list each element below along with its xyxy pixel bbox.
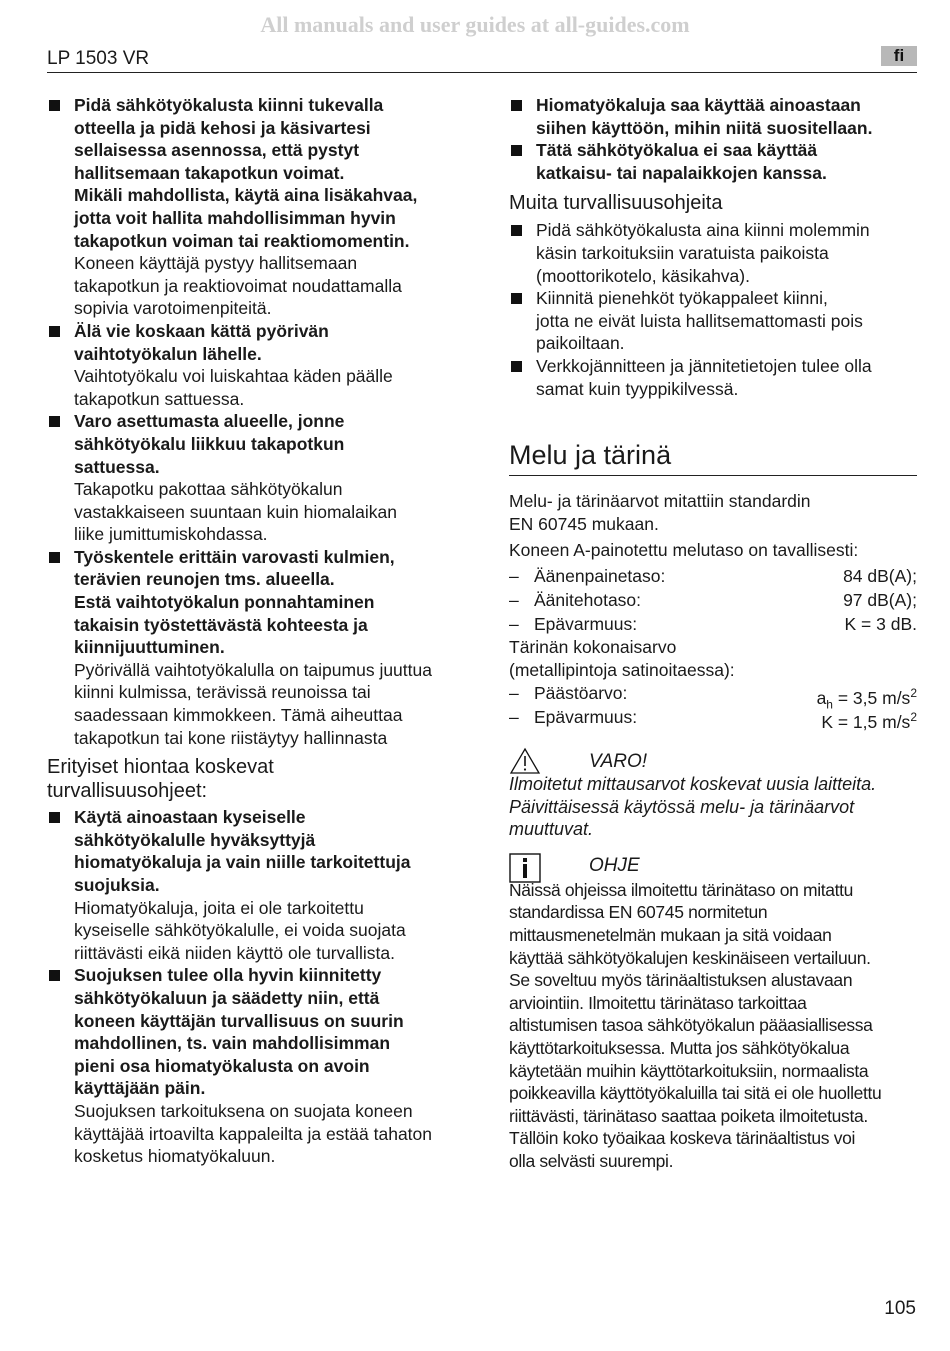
list-item bbox=[509, 355, 917, 400]
noise-value: K = 3 dB. bbox=[844, 613, 917, 634]
bold-line: takaisin työstettävästä kohteesta ja bbox=[74, 614, 368, 635]
other-safety-list bbox=[509, 219, 917, 400]
text-line: käyttäjää irtoavilta kappaleilta ja estää tahaton bbox=[74, 1123, 433, 1144]
text-line: Päivittäisessä käytössä melu- ja tärinäarvot bbox=[509, 796, 855, 817]
bold-line: Mikäli mahdollista, käytä aina lisäkahvaa, bbox=[74, 185, 418, 206]
bold-line: terävien reunojen tms. alueella. bbox=[74, 569, 335, 590]
section-title: Melu ja tärinä bbox=[509, 438, 917, 476]
text-line: Melu- ja tärinäarvot mitattiin standardin bbox=[509, 491, 811, 512]
text-line: liike jumittumiskohdassa. bbox=[74, 524, 268, 545]
page-header bbox=[47, 46, 917, 73]
bold-line: jotta voit hallita mahdollisimman hyvin bbox=[74, 207, 396, 228]
bold-line: Estä vaihtotyökalun ponnahtaminen bbox=[74, 592, 375, 613]
text-line: riittävästi eikä niiden käyttö ole turvallista. bbox=[74, 942, 395, 963]
text-line: Hiomatyökaluja, joita ei ole tarkoitettu bbox=[74, 897, 364, 918]
dash: – bbox=[509, 589, 519, 610]
text-line: turvallisuusohjeet: bbox=[47, 780, 208, 803]
bullet-square-icon bbox=[49, 970, 60, 981]
dash: – bbox=[509, 707, 519, 728]
list-item bbox=[47, 94, 462, 320]
text-line: kyseiselle sähkötyökalulle, ei voida suojata bbox=[74, 920, 406, 941]
bullet-square-icon bbox=[511, 225, 522, 236]
bold-line: käyttäjään päin. bbox=[74, 1078, 206, 1099]
watermark: All manuals and user guides at all-guides.com bbox=[260, 12, 690, 37]
vibration-intro bbox=[509, 636, 917, 681]
text-line: Koneen käyttäjä pystyy hallitsemaan bbox=[74, 253, 358, 274]
text-line: Kiinnitä pienehköt työkappaleet kiinni, bbox=[536, 288, 828, 309]
bold-line: Työskentele erittäin varovasti kulmien, bbox=[74, 546, 395, 567]
bold-line: koneen käyttäjän turvallisuus on suurin bbox=[74, 1010, 404, 1031]
bullet-square-icon bbox=[511, 145, 522, 156]
bold-line: Hiomatyökaluja saa käyttää ainoastaan bbox=[536, 95, 861, 115]
list-item bbox=[47, 546, 462, 749]
left-column bbox=[47, 94, 462, 1168]
bold-line: Käytä ainoastaan kyseiselle bbox=[74, 807, 306, 828]
vibration-label: Päästöarvo: bbox=[534, 683, 628, 704]
noise-row bbox=[509, 588, 917, 612]
bold-line: vaihtotyökalun lähelle. bbox=[74, 343, 262, 364]
text-line: vastakkaiseen suuntaan kuin hiomalaikan bbox=[74, 501, 397, 522]
list-item bbox=[47, 806, 462, 964]
bold-line: takapotkun voiman tai reaktiomomentin. bbox=[74, 230, 410, 251]
page-number: 105 bbox=[884, 1298, 916, 1319]
bullet-square-icon bbox=[49, 326, 60, 337]
text-line: altistumisen tasoa sähkötyökalun pääasiallisessa bbox=[509, 1015, 873, 1036]
list-item bbox=[47, 410, 462, 546]
bullet-square-icon bbox=[511, 100, 522, 111]
value-subscript: h bbox=[826, 697, 833, 712]
bold-line: Tätä sähkötyökalua ei saa käyttää bbox=[536, 140, 818, 161]
right-safety-list bbox=[509, 94, 917, 184]
noise-row bbox=[509, 612, 917, 636]
bold-line: Varo asettumasta alueelle, jonne bbox=[74, 411, 345, 432]
note-title: OHJE bbox=[589, 854, 640, 876]
grinding-safety-list bbox=[47, 806, 462, 1168]
text-line: Näissä ohjeissa ilmoitettu tärinätaso on mitattu bbox=[509, 879, 854, 900]
bold-line: Älä vie koskaan kättä pyörivän bbox=[74, 320, 329, 341]
list-item bbox=[509, 219, 917, 287]
model-name: LP 1503 VR bbox=[47, 48, 150, 69]
bullet-square-icon bbox=[49, 552, 60, 563]
other-safety-heading: Muita turvallisuusohjeita bbox=[509, 192, 723, 215]
text-line: (moottorikotelo, käsikahva). bbox=[536, 265, 750, 286]
text-line: takapotkun ja reaktiovoimat noudattamalla bbox=[74, 275, 402, 296]
right-column bbox=[509, 94, 917, 1173]
warning-triangle-icon bbox=[509, 747, 541, 775]
bold-line: sellaisessa asennossa, että pystyt bbox=[74, 140, 360, 161]
bullet-square-icon bbox=[511, 361, 522, 372]
text-line: paikoiltaan. bbox=[536, 333, 625, 354]
text-line: Pyörivällä vaihtotyökalulla on taipumus juuttua bbox=[74, 659, 432, 680]
noise-intro: Koneen A-painotettu melutaso on tavallisesti: bbox=[509, 540, 859, 561]
bullet-square-icon bbox=[49, 812, 60, 823]
value-superscript: 2 bbox=[910, 686, 917, 701]
text-line: Se soveltuu myös tärinäaltistuksen alustavaan bbox=[509, 970, 853, 991]
list-item bbox=[47, 964, 462, 1167]
text-line: kiinni kulmissa, terävissä reunoissa tai bbox=[74, 682, 371, 703]
noise-value: 84 dB(A); bbox=[843, 565, 917, 586]
text-line: Verkkojännitteen ja jännitetietojen tulee olla bbox=[536, 355, 872, 376]
text-line: Erityiset hiontaa koskevat bbox=[47, 756, 274, 779]
text-line: jotta ne eivät luista hallitsemattomasti pois bbox=[536, 310, 863, 331]
note-header bbox=[509, 851, 917, 881]
text-line: käytetään muihin käyttötarkoituksiin, normaalista bbox=[509, 1060, 869, 1081]
bullet-square-icon bbox=[49, 416, 60, 427]
text-line: olla selvästi suurempi. bbox=[509, 1151, 674, 1171]
text-line: EN 60745 mukaan. bbox=[509, 513, 659, 534]
warning-title: VARO! bbox=[589, 751, 648, 773]
text-line: saadessaan kimmokkeen. Tämä aiheuttaa bbox=[74, 705, 403, 726]
bullet-square-icon bbox=[511, 293, 522, 304]
vibration-value bbox=[821, 705, 917, 740]
bold-line: sähkötyökaluun ja säädetty niin, että bbox=[74, 987, 380, 1008]
text-line: käyttää sähkötyökalujen keskinäiseen vertailuun. bbox=[509, 947, 871, 968]
text-line: standardissa EN 60745 normitetun bbox=[509, 902, 768, 923]
special-grinding-heading bbox=[47, 755, 462, 803]
bold-line: kiinnijuuttuminen. bbox=[74, 637, 225, 658]
noise-label: Äänenpainetaso: bbox=[534, 565, 666, 586]
bold-line: otteella ja pidä kehosi ja käsivartesi bbox=[74, 117, 371, 138]
left-safety-list bbox=[47, 94, 462, 749]
bold-line: hallitsemaan takapotkun voimat. bbox=[74, 162, 345, 183]
text-line: mittausmenetelmän mukaan ja sitä voidaan bbox=[509, 925, 832, 946]
language-badge: fi bbox=[881, 46, 917, 66]
text-line: Vaihtotyökalu voi luiskahtaa käden päälle bbox=[74, 366, 393, 387]
text-line: Ilmoitetut mittausarvot koskevat uusia laitteita. bbox=[509, 774, 877, 795]
bold-line: hiomatyökaluja ja vain niille tarkoitettuja bbox=[74, 852, 411, 873]
text-line: takapotkun sattuessa. bbox=[74, 388, 245, 409]
value-symbol: a bbox=[816, 687, 827, 708]
value-number: K = 1,5 m/s bbox=[821, 711, 911, 732]
vibration-row bbox=[509, 681, 917, 712]
warning-text bbox=[509, 773, 917, 841]
noise-values bbox=[509, 564, 917, 636]
value-superscript: 2 bbox=[910, 710, 917, 725]
list-item bbox=[47, 320, 462, 410]
bold-line: sähkötyökalu liikkuu takapotkun bbox=[74, 433, 345, 454]
bold-line: sattuessa. bbox=[74, 456, 160, 477]
info-icon bbox=[509, 853, 541, 883]
text-line: poikkeavilla käyttötyökaluilla tai sitä ei ole huollettu bbox=[509, 1083, 882, 1104]
dash: – bbox=[509, 613, 519, 634]
list-item bbox=[509, 287, 917, 355]
text-line: takapotkun tai kone riistäytyy hallinnasta bbox=[74, 727, 388, 748]
vibration-row bbox=[509, 705, 917, 732]
noise-label: Äänitehotaso: bbox=[534, 589, 642, 610]
standard-paragraph bbox=[509, 490, 917, 535]
bold-line: siihen käyttöön, mihin niitä suositellaan. bbox=[536, 117, 873, 138]
text-line: käyttötarkoituksessa. Mutta jos sähkötyökalua bbox=[509, 1038, 850, 1059]
bold-line: katkaisu- tai napalaikkojen kanssa. bbox=[536, 162, 827, 183]
dash: – bbox=[509, 683, 519, 704]
bold-line: Suojuksen tulee olla hyvin kiinnitetty bbox=[74, 965, 382, 986]
bold-line: Pidä sähkötyökalusta kiinni tukevalla bbox=[74, 95, 384, 115]
text-line: (metallipintoja satinoitaessa): bbox=[509, 659, 735, 680]
text-line: kosketus hiomatyökaluun. bbox=[74, 1146, 276, 1167]
text-line: Pidä sähkötyökalusta aina kiinni molemmin bbox=[536, 220, 870, 241]
text-line: Tällöin koko työaikaa koskeva tärinäaltistus voi bbox=[509, 1128, 856, 1149]
list-item bbox=[509, 139, 917, 184]
vibration-values bbox=[509, 681, 917, 732]
list-item bbox=[509, 94, 917, 139]
bold-line: sähkötyökalulle hyväksyttyjä bbox=[74, 829, 316, 850]
dash: – bbox=[509, 565, 519, 586]
bold-line: suojuksia. bbox=[74, 875, 160, 895]
vibration-label: Epävarmuus: bbox=[534, 707, 638, 728]
value-number: = 3,5 m/s bbox=[832, 687, 911, 708]
noise-label: Epävarmuus: bbox=[534, 613, 638, 634]
bold-line: mahdollinen, ts. vain mahdollisimman bbox=[74, 1033, 391, 1054]
text-line: käsin tarkoituksiin varatuista paikoista bbox=[536, 242, 829, 263]
text-line: Suojuksen tarkoituksena on suojata koneen bbox=[74, 1100, 413, 1121]
bullet-square-icon bbox=[49, 100, 60, 111]
text-line: Takapotku pakottaa sähkötyökalun bbox=[74, 479, 343, 500]
text-line: muuttuvat. bbox=[509, 819, 594, 840]
text-line: sopivia varotoimenpiteitä. bbox=[74, 298, 272, 319]
note-text bbox=[509, 879, 917, 1173]
noise-row bbox=[509, 564, 917, 588]
text-line: samat kuin tyyppikilvessä. bbox=[536, 378, 739, 399]
warning-header bbox=[509, 747, 917, 777]
text-line: riittävästi, tärinätaso saattaa poiketa ilmoitetusta. bbox=[509, 1105, 868, 1126]
text-line: arviointiin. Ilmoitettu tärinätaso tarkoittaa bbox=[509, 992, 807, 1013]
bold-line: pieni osa hiomatyökalusta on avoin bbox=[74, 1055, 370, 1076]
noise-value: 97 dB(A); bbox=[843, 589, 917, 610]
text-line: Tärinän kokonaisarvo bbox=[509, 636, 677, 657]
